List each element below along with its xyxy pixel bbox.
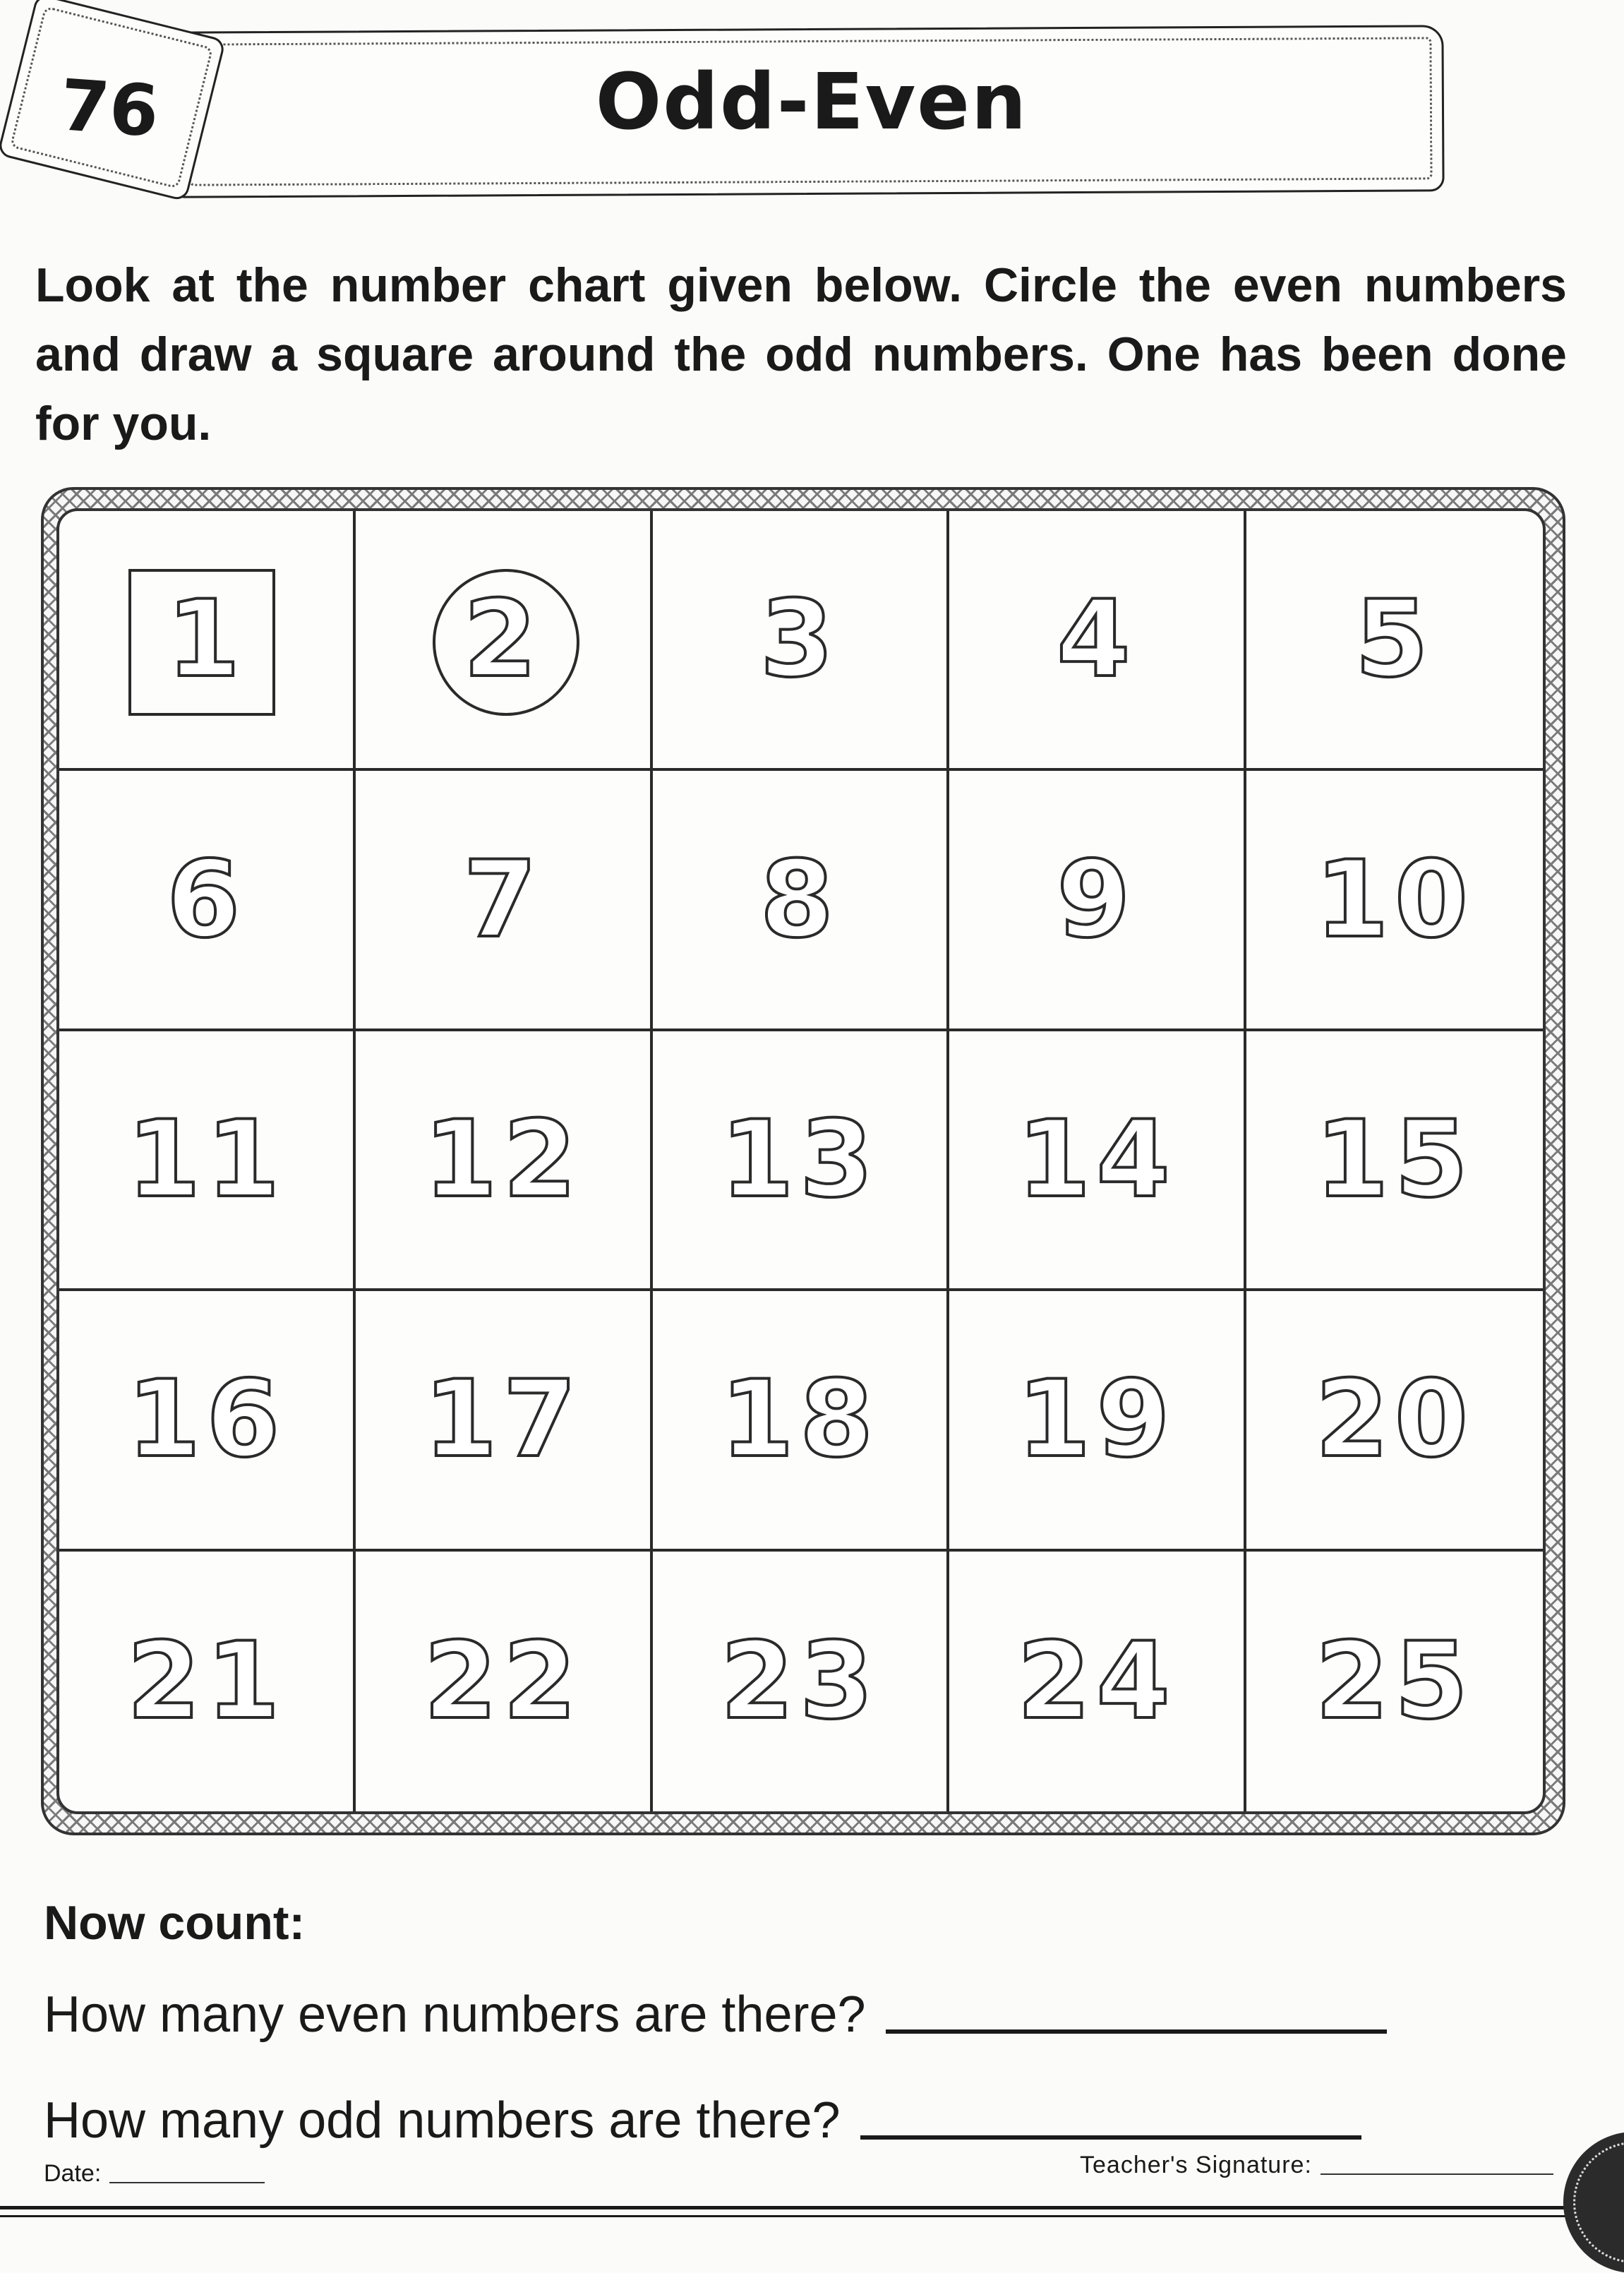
number-cell[interactable] <box>59 1291 356 1551</box>
number-cell[interactable] <box>1246 1291 1543 1551</box>
number-cell[interactable] <box>653 1291 949 1551</box>
number-label: 19 <box>1017 1358 1176 1482</box>
even-question-text: How many even numbers are there? <box>44 1986 866 2043</box>
number-cell[interactable] <box>356 1552 652 1811</box>
number-label: 24 <box>1017 1619 1176 1743</box>
number-chart <box>56 508 1546 1814</box>
number-cell[interactable] <box>949 1552 1246 1811</box>
number-label: 15 <box>1315 1098 1474 1221</box>
number-cell[interactable] <box>1246 1031 1543 1291</box>
number-cell[interactable] <box>1246 771 1543 1031</box>
number-cell[interactable] <box>356 511 652 771</box>
number-label: 8 <box>759 838 840 961</box>
number-cell[interactable] <box>653 511 949 771</box>
number-cell[interactable] <box>653 1031 949 1291</box>
number-cell[interactable] <box>356 1031 652 1291</box>
number-label: 3 <box>759 578 840 702</box>
number-cell[interactable] <box>1246 1552 1543 1811</box>
number-cell[interactable] <box>59 511 356 771</box>
signature-field <box>1080 2152 1553 2179</box>
date-label: Date: <box>44 2160 102 2187</box>
date-field <box>44 2160 265 2188</box>
number-cell[interactable] <box>356 1291 652 1551</box>
date-input-line[interactable] <box>109 2182 265 2183</box>
number-label: 20 <box>1315 1358 1474 1482</box>
number-label: 21 <box>126 1619 286 1743</box>
signature-input-line[interactable] <box>1321 2173 1553 2175</box>
even-count-question <box>44 1980 1387 2044</box>
example-circle-mark <box>433 569 579 716</box>
number-label: 2 <box>463 578 543 702</box>
page-title: Odd-Even <box>595 56 1028 147</box>
even-count-answer-field[interactable] <box>886 1980 1387 2034</box>
number-cell[interactable] <box>949 511 1246 771</box>
signature-label: Teacher's Signature: <box>1080 2152 1312 2178</box>
number-label: 13 <box>720 1098 879 1221</box>
number-label: 14 <box>1017 1098 1176 1221</box>
number-cell[interactable] <box>59 1552 356 1811</box>
number-label: 18 <box>720 1358 879 1482</box>
number-cell[interactable] <box>949 1031 1246 1291</box>
number-cell[interactable] <box>59 1031 356 1291</box>
odd-count-question <box>44 2086 1361 2149</box>
number-cell[interactable] <box>1246 511 1543 771</box>
number-label: 17 <box>423 1358 582 1482</box>
number-label: 1 <box>167 578 246 702</box>
number-label: 10 <box>1315 838 1474 961</box>
number-cell[interactable] <box>949 1291 1246 1551</box>
number-label: 4 <box>1057 578 1136 702</box>
number-label: 7 <box>463 838 543 961</box>
number-cell[interactable] <box>949 771 1246 1031</box>
footer-rule <box>0 2215 1588 2217</box>
number-cell[interactable] <box>653 771 949 1031</box>
number-cell[interactable] <box>653 1552 949 1811</box>
number-cell[interactable] <box>59 771 356 1031</box>
footer-rule <box>0 2206 1588 2209</box>
number-grid <box>59 511 1543 1811</box>
activity-number: 76 <box>57 64 162 153</box>
instructions-text: Look at the number chart given below. Circle the even numbers and draw a square around the odd numbers. One has been done for you. <box>35 258 1567 450</box>
odd-count-answer-field[interactable] <box>860 2086 1361 2140</box>
number-label: 12 <box>423 1098 582 1221</box>
number-label: 22 <box>423 1619 582 1743</box>
number-label: 11 <box>126 1098 286 1221</box>
number-label: 9 <box>1057 838 1136 961</box>
odd-question-text: How many odd numbers are there? <box>44 2092 841 2149</box>
number-label: 23 <box>720 1619 879 1743</box>
page-number-tab <box>1563 2132 1624 2273</box>
example-square-mark <box>128 569 275 716</box>
number-cell[interactable] <box>356 771 652 1031</box>
number-label: 5 <box>1354 578 1434 702</box>
number-label: 16 <box>126 1358 286 1482</box>
count-heading: Now count: <box>44 1896 306 1950</box>
number-label: 6 <box>167 838 246 961</box>
number-label: 25 <box>1315 1619 1474 1743</box>
